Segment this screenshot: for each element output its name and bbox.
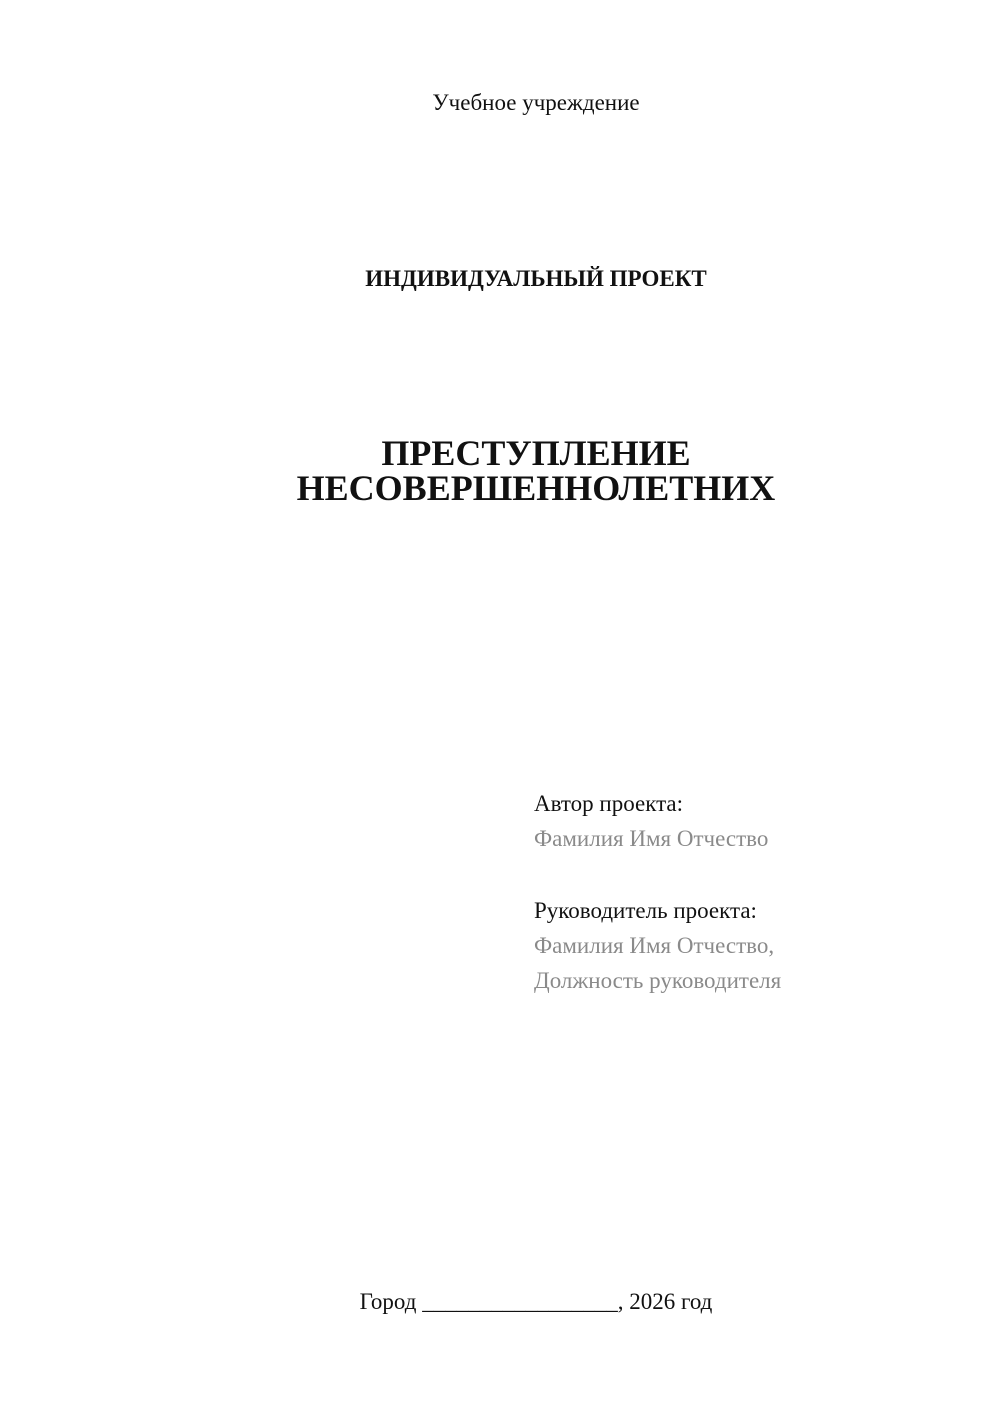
author-label: Автор проекта: [534, 791, 683, 816]
project-title-line-2: НЕСОВЕРШЕННОЛЕТНИХ [296, 468, 776, 508]
institution-name: Учебное учреждение [432, 90, 640, 115]
supervisor-label: Руководитель проекта: [534, 898, 757, 923]
supervisor-block [534, 893, 781, 998]
city-year-line: Город _________________, 2026 год [359, 1289, 713, 1314]
document-type: ИНДИВИДУАЛЬНЫЙ ПРОЕКТ [365, 266, 707, 291]
author-name: Фамилия Имя Отчество [534, 826, 769, 851]
author-block [534, 786, 768, 856]
project-title-line-1: ПРЕСТУПЛЕНИЕ [381, 433, 691, 473]
supervisor-position: Должность руководителя [534, 968, 782, 993]
supervisor-name: Фамилия Имя Отчество, [534, 933, 775, 958]
project-title [0, 433, 1000, 508]
